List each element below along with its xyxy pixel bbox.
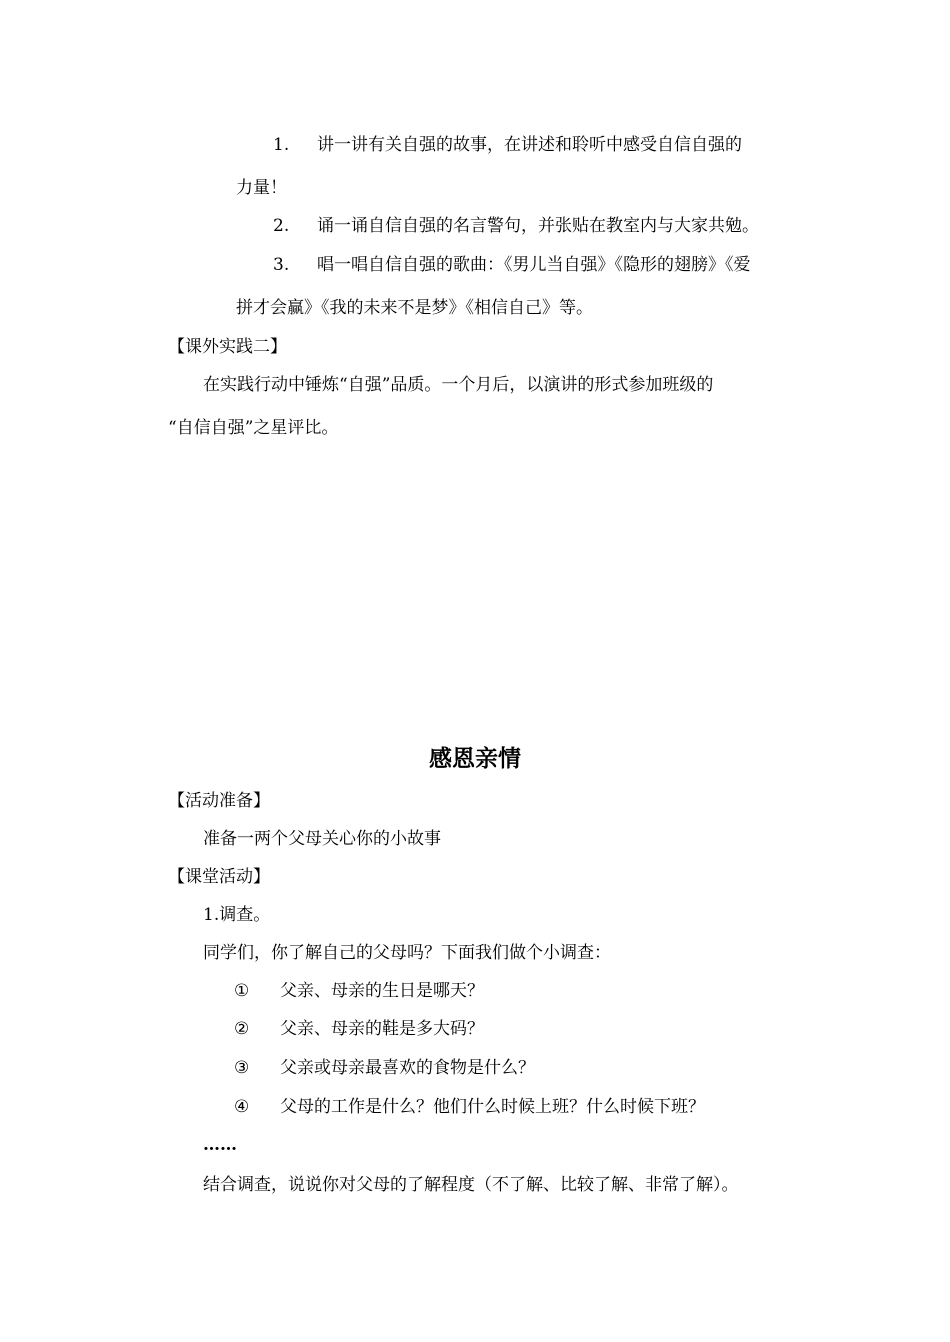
ellipsis: ……: [203, 1135, 237, 1155]
question-marker: ②: [234, 1019, 250, 1039]
question-text: 父亲、母亲的生日是哪天？: [280, 981, 484, 1001]
list-number: 1.: [273, 135, 290, 155]
list-item-2: [273, 214, 759, 238]
question-text: 父亲或母亲最喜欢的食物是什么？: [280, 1058, 535, 1078]
section-title: 感恩亲情: [429, 746, 521, 772]
list-item-1-continuation: 力量！: [236, 178, 287, 198]
practice-heading: 【课外实践二】: [168, 337, 287, 357]
question-text: 父亲、母亲的鞋是多大码？: [280, 1019, 484, 1039]
list-text: 唱一唱自信自强的歌曲：《男儿当自强》《隐形的翅膀》《爱: [317, 255, 751, 275]
question-marker: ④: [234, 1097, 250, 1117]
practice-text-continuation: “自信自强”之星评比。: [168, 418, 339, 438]
list-text: 诵一诵自信自强的名言警句，并张贴在教室内与大家共勉。: [317, 216, 759, 236]
list-text: 讲一讲有关自强的故事，在讲述和聆听中感受自信自强的: [317, 135, 742, 155]
activity-item-1: 1.调查。: [203, 905, 271, 925]
question-marker: ①: [234, 981, 250, 1001]
survey-question: [234, 1056, 535, 1080]
class-activity-heading: 【课堂活动】: [168, 867, 270, 887]
survey-question: [234, 1017, 484, 1041]
list-number: 3.: [273, 255, 290, 275]
prep-heading: 【活动准备】: [168, 791, 270, 811]
practice-text: 在实践行动中锤炼“自强”品质。一个月后，以演讲的形式参加班级的: [203, 375, 714, 395]
list-number: 2.: [273, 216, 290, 236]
list-item-1: [273, 133, 742, 157]
survey-question: [234, 1095, 705, 1119]
survey-question: [234, 979, 484, 1003]
question-marker: ③: [234, 1058, 250, 1078]
question-text: 父母的工作是什么？他们什么时候上班？什么时候下班？: [280, 1097, 705, 1117]
prep-text: 准备一两个父母关心你的小故事: [203, 829, 441, 849]
list-item-3-continuation: 拼才会赢》《我的未来不是梦》《相信自己》等。: [236, 298, 593, 318]
summary-text: 结合调查，说说你对父母的了解程度（不了解、比较了解、非常了解）。: [203, 1175, 739, 1195]
survey-intro: 同学们，你了解自己的父母吗？下面我们做个小调查：: [203, 943, 611, 963]
list-item-3: [273, 253, 751, 277]
